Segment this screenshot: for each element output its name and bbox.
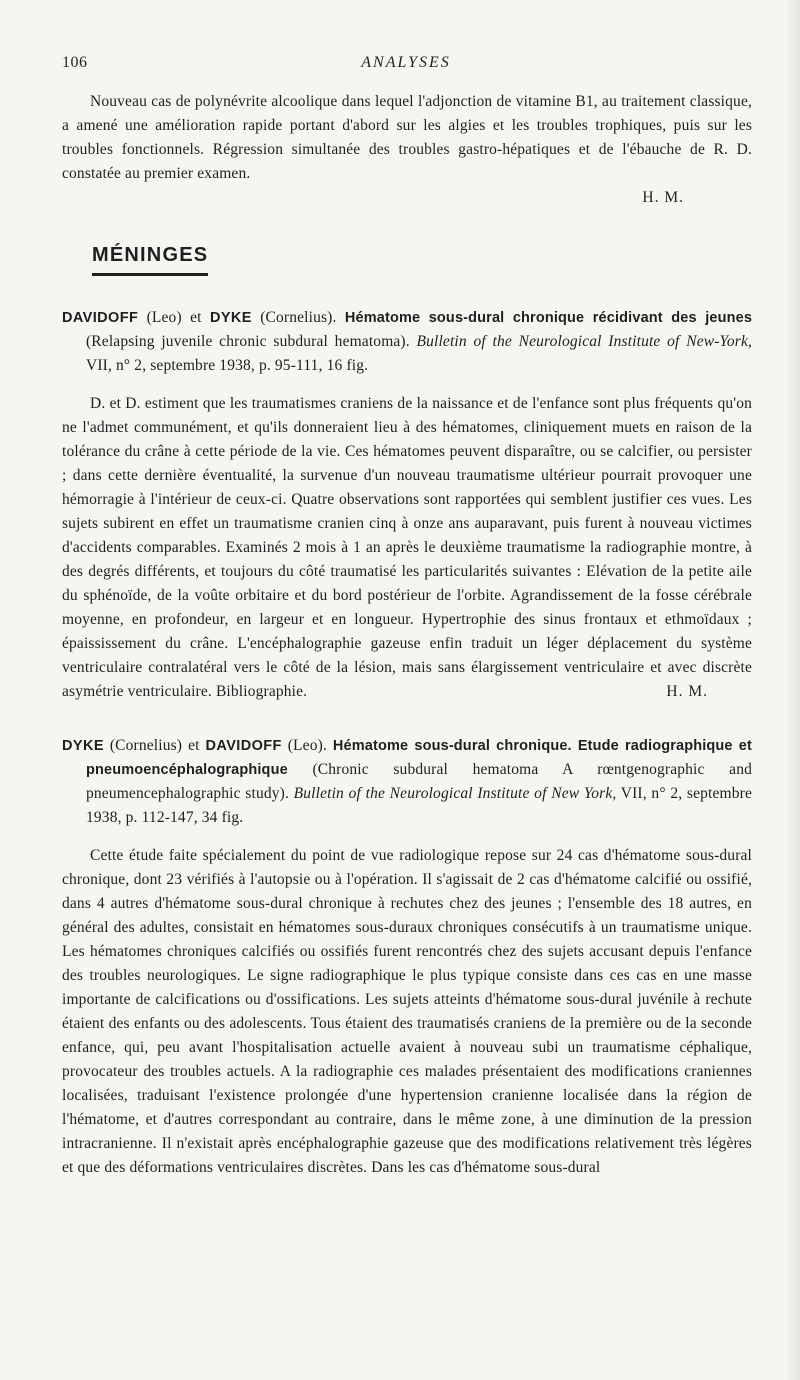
- entry-1-author-1-first: (Leo): [146, 309, 182, 326]
- entry-1: [62, 306, 752, 704]
- entry-2-author-2-first: (Leo).: [287, 737, 327, 754]
- entry-2-translated-title: (Chronic subdural hematoma A rœntgenographic and pneumencephalographic study).: [86, 761, 752, 802]
- page-header: [62, 54, 750, 78]
- entry-1-conj: et: [190, 309, 202, 326]
- entry-1-author-2-first: (Cornelius).: [260, 309, 337, 326]
- entry-1-abstract-text: D. et D. estiment que les traumatismes craniens de la naissance et de l'enfance sont plus fréquents qu'on ne l'admet communément, et qu'ils donneraient lieu à des hématomes, cliniquement muets en raison de la tolérance du crâne à cette période de la vie. Ces hématomes peuvent disparaître, ou se calcifier, ou persister ; dans cette dernière éventualité, la survenue d'un nouveau traumatisme ultérieur pourrait provoquer une hémorragie à l'intérieur de ceux-ci. Quatre observations sont rapportées qui semblent justifier ces vues. Les sujets subirent en effet un traumatisme cranien cinq à onze ans auparavant, puis furent à nouveau victimes d'accidents comparables. Examinés 2 mois à 1 an après le deuxième traumatisme la radiographie montre, à des degrés différents, et toujours du côté traumatisé les particularités suivantes : Elévation de la petite aile du sphénoïde, de la voûte orbitaire et du bord postérieur de l'orbite. Agrandissement de la fosse cérébrale moyenne, en profondeur, en largeur et en longueur. Hypertrophie des sinus frontaux et ethmoïdaux ; épaississement du crâne. L'encéphalographie gazeuse enfin traduit un léger déplacement du système ventriculaire contralatéral vers le côté de la lésion, mais sans élargissement ventriculaire et avec discrète asymétrie ventriculaire. Bibliographie.: [62, 395, 752, 700]
- entry-2: [62, 734, 752, 1180]
- entry-1-details: VII, n° 2, septembre 1938, p. 95-111, 16 fig.: [86, 357, 369, 374]
- carryover-signature: H. M.: [642, 189, 684, 206]
- entry-1-signature: H. M.: [666, 683, 708, 700]
- page-number: 106: [62, 54, 88, 71]
- entry-1-translated-title: (Relapsing juvenile chronic subdural hematoma).: [86, 333, 410, 350]
- entry-2-author-1-first: (Cornelius): [109, 737, 183, 754]
- carryover-paragraph: Nouveau cas de polynévrite alcoolique dans lequel l'adjonction de vitamine B1, au traitement classique, a amené une amélioration rapide portant d'abord sur les algies et les troubles trophiques, puis sur les troubles fonctionnels. Régression simultanée des troubles gastro-hépatiques et de l'ébauche de R. D. constatée au premier examen.: [62, 93, 752, 182]
- running-head: ANALYSES: [361, 54, 451, 71]
- entry-2-journal: Bulletin of the Neurological Institute of New York,: [293, 785, 617, 802]
- entry-2-details: VII, n° 2, septembre 1938, p. 112-147, 34 fig.: [86, 785, 752, 826]
- entry-1-author-1: DAVIDOFF: [62, 310, 139, 326]
- section-title: MÉNINGES: [92, 244, 208, 276]
- entry-2-author-2: DAVIDOFF: [205, 738, 282, 754]
- entry-2-reference: [62, 734, 752, 830]
- page-body: [62, 90, 752, 1180]
- entry-1-author-2: DYKE: [209, 310, 252, 326]
- entry-2-conj: et: [188, 737, 200, 754]
- entry-1-title: Hématome sous-dural chronique récidivant des jeunes: [344, 310, 753, 326]
- entry-1-journal: Bulletin of the Neurological Institute of New-York,: [416, 333, 753, 350]
- entry-2-abstract: Cette étude faite spécialement du point de vue radiologique repose sur 24 cas d'hématome sous-dural chronique, dont 23 vérifiés à l'autopsie ou à l'opération. Il s'agissait de 2 cas d'hématome calcifié ou ossifié, dans 4 autres d'hématome sous-dural chronique à rechutes chez des jeunes ; l'ensemble des 18 autres, en général des adultes, consistait en hématomes sous-duraux chroniques consécutifs à un traumatisme unique. Les hématomes chroniques calcifiés ou ossifiés furent rencontrés chez des sujets accusant depuis l'enfance des troubles neurologiques. Le signe radiographique le plus typique consiste dans ces cas en une masse importante de calcifications ou d'ossifications. Les sujets atteints d'hématome sous-dural juvénile à rechute étaient des enfants ou des adolescents. Tous étaient des traumatisés craniens de la première ou de la seconde enfance, qui, peu avant l'hospitalisation actuelle avaient à nouveau subi un traumatisme céphalique, provocateur des troubles actuels. A la radiographie ces malades présentaient des modifications craniennes localisées, traduisant l'existence prolongée d'une hypertension cranienne localisée dans la région de l'hématome, et d'autres correspondant au contraire, dans le même zone, à une diminution de la pression intracranienne. Il n'existait après encéphalographie gazeuse que des modifications relativement très légères et que des déformations ventriculaires discrètes. Dans les cas d'hématome sous-dural: [62, 847, 752, 1176]
- entry-1-abstract: [62, 392, 752, 704]
- entry-2-title: Hématome sous-dural chronique. Etude radiographique et pneumoencéphalographique: [86, 738, 752, 778]
- entry-2-author-1: DYKE: [62, 738, 104, 754]
- entry-1-reference: [62, 306, 752, 378]
